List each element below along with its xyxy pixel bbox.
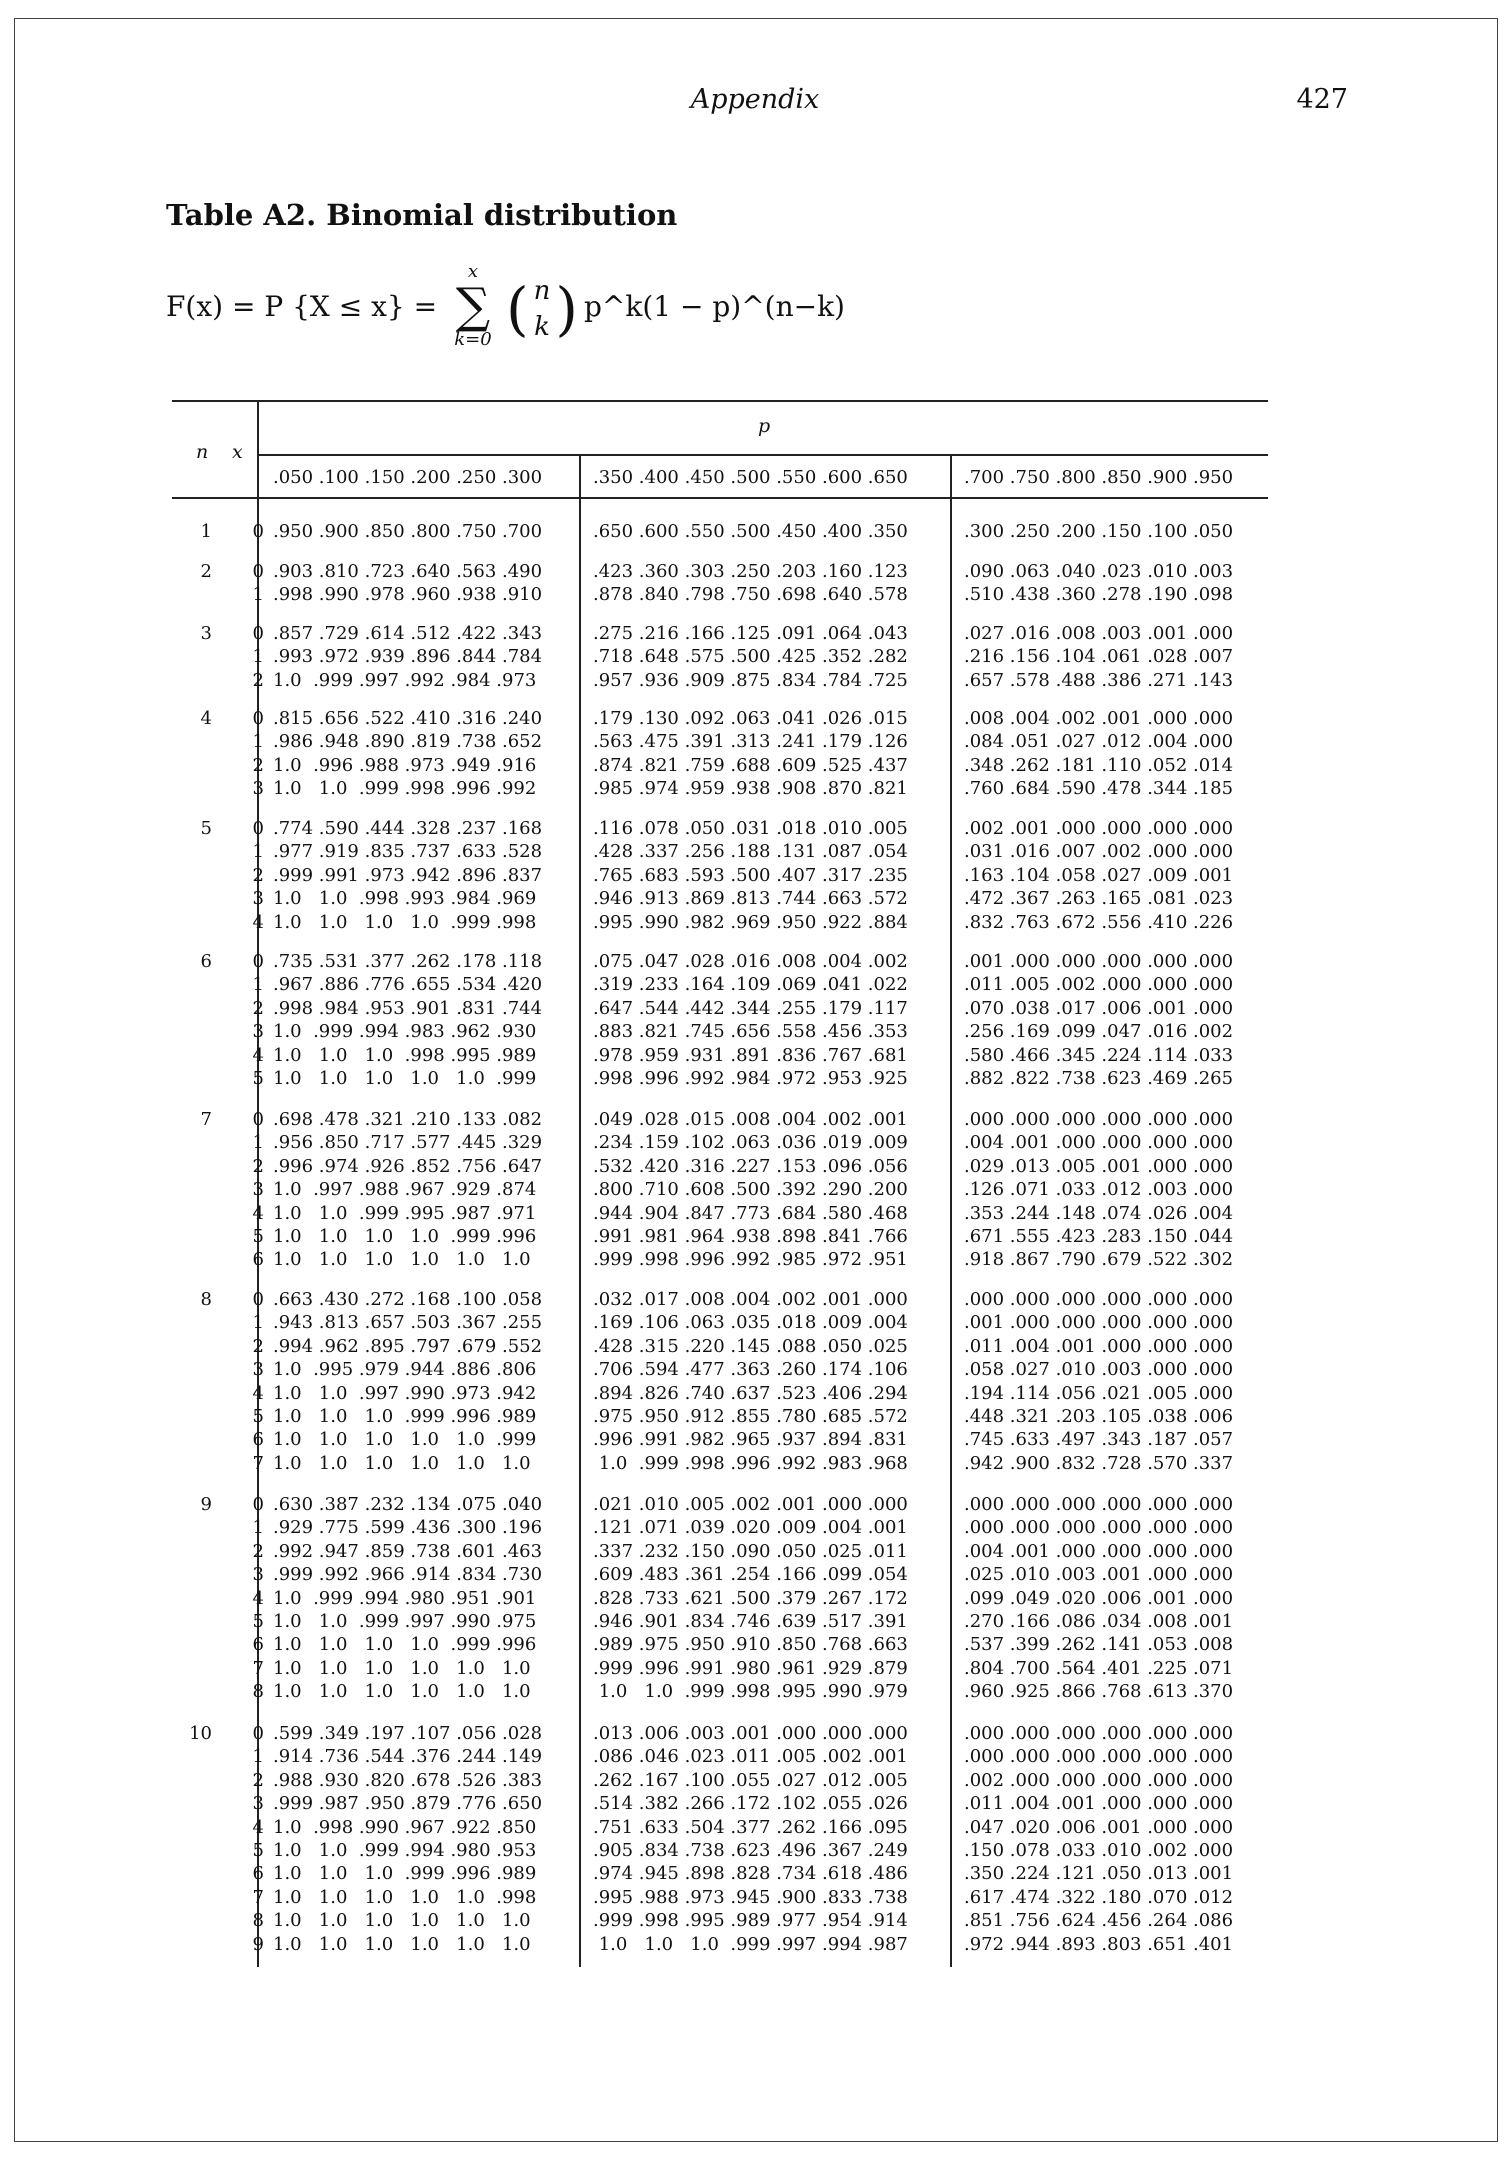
table-row: .995 .988 .973 .945 .900 .833 .738 — [593, 1886, 908, 1908]
p-header-group-1: .050 .100 .150 .200 .250 .300 — [273, 467, 543, 488]
table-row: .942 .900 .832 .728 .570 .337 — [964, 1452, 1234, 1474]
table-row: 1.0 1.0 1.0 .998 .995 .989 — [273, 1044, 537, 1066]
table-row: 1.0 .999 .998 .996 .992 .983 .968 — [593, 1452, 908, 1474]
x-values — [234, 1722, 264, 1956]
x-values — [234, 560, 264, 607]
table-row: 1.0 1.0 .997 .990 .973 .942 — [273, 1382, 537, 1404]
x-value: 1 — [252, 584, 264, 606]
table-row: .002 .001 .000 .000 .000 .000 — [964, 818, 1234, 839]
x-value: 0 — [252, 951, 264, 972]
table-row: .991 .981 .964 .938 .898 .841 .766 — [593, 1225, 908, 1247]
x-value: 3 — [252, 1564, 264, 1586]
x-value: 0 — [252, 561, 264, 582]
table-row: .270 .166 .086 .034 .008 .001 — [964, 1610, 1234, 1632]
table-row: .735 .531 .377 .262 .178 .118 — [273, 951, 543, 972]
table-row: 1.0 1.0 .999 .998 .996 .992 — [273, 778, 537, 800]
cells-group-3 — [964, 560, 1233, 607]
table-title: Table A2. Binomial distribution — [166, 198, 678, 232]
table-row: .663 .430 .272 .168 .100 .058 — [273, 1289, 543, 1310]
cells-group-2 — [593, 1722, 908, 1956]
table-row: 1.0 .998 .990 .967 .922 .850 — [273, 1816, 537, 1838]
table-row: .084 .051 .027 .012 .004 .000 — [964, 731, 1234, 753]
formula-lhs: F(x) = P {X ≤ x} = — [166, 290, 438, 323]
x-value: 2 — [252, 997, 264, 1019]
x-value: 0 — [252, 623, 264, 644]
table-row: .988 .930 .820 .678 .526 .383 — [273, 1769, 543, 1791]
table-row: .706 .594 .477 .363 .260 .174 .106 — [593, 1359, 908, 1381]
x-values — [234, 1288, 264, 1475]
x-value: 2 — [252, 669, 264, 691]
table-row: .995 .990 .982 .969 .950 .922 .884 — [593, 911, 908, 933]
table-row: .008 .004 .002 .001 .000 .000 — [964, 708, 1234, 729]
x-value: 4 — [252, 1202, 264, 1224]
table-row: 1.0 1.0 1.0 1.0 1.0 .998 — [273, 1886, 537, 1908]
x-value: 4 — [252, 1044, 264, 1066]
table-row: .275 .216 .166 .125 .091 .064 .043 — [593, 623, 908, 644]
cells-group-1 — [273, 1108, 542, 1272]
table-row: .978 .959 .931 .891 .836 .767 .681 — [593, 1044, 908, 1066]
table-row: .032 .017 .008 .004 .002 .001 .000 — [593, 1289, 908, 1310]
n-value: 7 — [200, 1109, 212, 1130]
cells-group-1 — [273, 817, 542, 934]
table-row: .760 .684 .590 .478 .344 .185 — [964, 778, 1234, 800]
table-row: .563 .475 .391 .313 .241 .179 .126 — [593, 731, 908, 753]
cells-group-2 — [593, 1288, 908, 1475]
table-row: .031 .016 .007 .002 .000 .000 — [964, 841, 1234, 863]
x-values — [234, 622, 264, 692]
table-row: .011 .005 .002 .000 .000 .000 — [964, 974, 1234, 996]
table-row: .903 .810 .723 .640 .563 .490 — [273, 561, 543, 582]
column-divider-2 — [950, 455, 952, 1967]
table-row: 1.0 1.0 .999 .994 .980 .953 — [273, 1839, 537, 1861]
table-row: .423 .360 .303 .250 .203 .160 .123 — [593, 561, 908, 582]
x-value: 0 — [252, 818, 264, 839]
x-value: 2 — [252, 754, 264, 776]
table-row: 1.0 1.0 .999 .998 .995 .990 .979 — [593, 1681, 908, 1703]
table-row: .774 .590 .444 .328 .237 .168 — [273, 818, 543, 839]
table-row: 1.0 1.0 1.0 1.0 1.0 1.0 — [273, 1910, 531, 1932]
x-value: 0 — [252, 521, 264, 542]
table-row: .537 .399 .262 .141 .053 .008 — [964, 1634, 1234, 1656]
x-values — [234, 1493, 264, 1704]
table-row: .985 .974 .959 .938 .908 .870 .821 — [593, 778, 908, 800]
cells-group-3 — [964, 950, 1233, 1090]
table-row: .986 .948 .890 .819 .738 .652 — [273, 731, 543, 753]
table-row: .989 .975 .950 .910 .850 .768 .663 — [593, 1634, 908, 1656]
x-value: 9 — [252, 1933, 264, 1955]
table-row: .999 .991 .973 .942 .896 .837 — [273, 864, 543, 886]
p-header-group-3: .700 .750 .800 .850 .900 .950 — [964, 467, 1234, 488]
table-row: 1.0 1.0 1.0 .999 .996 .989 — [273, 1863, 537, 1885]
table-row: .070 .038 .017 .006 .001 .000 — [964, 997, 1234, 1019]
table-row: .001 .000 .000 .000 .000 .000 — [964, 951, 1234, 972]
sum-upper-limit: x — [467, 261, 479, 282]
x-value: 5 — [252, 1839, 264, 1861]
cells-group-1 — [273, 622, 542, 692]
table-row: .999 .996 .991 .980 .961 .929 .879 — [593, 1657, 908, 1679]
table-row: .745 .633 .497 .343 .187 .057 — [964, 1429, 1234, 1451]
x-values — [234, 1108, 264, 1272]
table-row: 1.0 .999 .994 .980 .951 .901 — [273, 1587, 537, 1609]
x-value: 0 — [252, 1723, 264, 1744]
table-row: 1.0 1.0 1.0 1.0 .999 .996 — [273, 1634, 537, 1656]
binomial-formula — [166, 262, 866, 362]
table-row: .929 .775 .599 .436 .300 .196 — [273, 1517, 543, 1539]
x-value: 0 — [252, 708, 264, 729]
x-value: 4 — [252, 1382, 264, 1404]
n-value: 10 — [189, 1723, 212, 1744]
table-row: .999 .998 .995 .989 .977 .954 .914 — [593, 1910, 908, 1932]
table-row: .828 .733 .621 .500 .379 .267 .172 — [593, 1587, 908, 1609]
table-row: .000 .000 .000 .000 .000 .000 — [964, 1746, 1234, 1768]
table-row: .977 .919 .835 .737 .633 .528 — [273, 841, 543, 863]
x-label: x — [232, 441, 243, 463]
table-row: .993 .972 .939 .896 .844 .784 — [273, 646, 543, 668]
table-row: .857 .729 .614 .512 .422 .343 — [273, 623, 543, 644]
x-value: 1 — [252, 731, 264, 753]
x-value: 6 — [252, 1863, 264, 1885]
table-row: .000 .000 .000 .000 .000 .000 — [964, 1494, 1234, 1515]
cells-group-2 — [593, 1108, 908, 1272]
table-row: .894 .826 .740 .637 .523 .406 .294 — [593, 1382, 908, 1404]
table-row: .650 .600 .550 .500 .450 .400 .350 — [593, 521, 908, 542]
table-row: .815 .656 .522 .410 .316 .240 — [273, 708, 543, 729]
table-row: 1.0 1.0 1.0 1.0 1.0 1.0 — [273, 1657, 531, 1679]
table-row: .765 .683 .593 .500 .407 .317 .235 — [593, 864, 908, 886]
x-value: 3 — [252, 1179, 264, 1201]
table-row: .967 .886 .776 .655 .534 .420 — [273, 974, 543, 996]
table-row: .011 .004 .001 .000 .000 .000 — [964, 1335, 1234, 1357]
p-header-group-2: .350 .400 .450 .500 .550 .600 .650 — [593, 467, 908, 488]
cells-group-2 — [593, 520, 908, 543]
binom-bottom: k — [534, 312, 550, 342]
x-value: 6 — [252, 1634, 264, 1656]
x-value: 7 — [252, 1452, 264, 1474]
table-row: .882 .822 .738 .623 .469 .265 — [964, 1067, 1234, 1089]
table-row: .998 .996 .992 .984 .972 .953 .925 — [593, 1067, 908, 1089]
table-row: .609 .483 .361 .254 .166 .099 .054 — [593, 1564, 908, 1586]
cells-group-1 — [273, 707, 542, 801]
n-value: 1 — [200, 521, 212, 542]
table-row: .348 .262 .181 .110 .052 .014 — [964, 754, 1234, 776]
x-value: 1 — [252, 646, 264, 668]
table-row: .998 .984 .953 .901 .831 .744 — [273, 997, 543, 1019]
table-row: .179 .130 .092 .063 .041 .026 .015 — [593, 708, 908, 729]
table-row: .099 .049 .020 .006 .001 .000 — [964, 1587, 1234, 1609]
n-value: 5 — [200, 818, 212, 839]
header-bottom-rule — [172, 497, 1268, 499]
table-row: .300 .250 .200 .150 .100 .050 — [964, 521, 1234, 542]
table-row: .905 .834 .738 .623 .496 .367 .249 — [593, 1839, 908, 1861]
table-row: .514 .382 .266 .172 .102 .055 .026 — [593, 1793, 908, 1815]
binomial-coefficient — [506, 276, 578, 342]
table-row: .262 .167 .100 .055 .027 .012 .005 — [593, 1769, 908, 1791]
x-value: 4 — [252, 911, 264, 933]
x-value: 3 — [252, 888, 264, 910]
table-row: 1.0 1.0 1.0 .999 .996 .989 — [273, 1405, 537, 1427]
table-row: .319 .233 .164 .109 .069 .041 .022 — [593, 974, 908, 996]
left-paren: ( — [506, 275, 529, 343]
table-row: .058 .027 .010 .003 .000 .000 — [964, 1359, 1234, 1381]
binom-top: n — [533, 276, 551, 306]
table-row: 1.0 1.0 1.0 1.0 1.0 1.0 — [273, 1249, 531, 1271]
cells-group-1 — [273, 560, 542, 607]
table-row: .580 .466 .345 .224 .114 .033 — [964, 1044, 1234, 1066]
column-divider-1 — [579, 455, 581, 1967]
cells-group-3 — [964, 1722, 1233, 1956]
cells-group-1 — [273, 1493, 542, 1704]
sum-lower-limit: k=0 — [454, 329, 492, 350]
table-row: .974 .945 .898 .828 .734 .618 .486 — [593, 1863, 908, 1885]
table-row: .121 .071 .039 .020 .009 .004 .001 — [593, 1517, 908, 1539]
table-row: .116 .078 .050 .031 .018 .010 .005 — [593, 818, 908, 839]
n-value: 6 — [200, 951, 212, 972]
table-row: .698 .478 .321 .210 .133 .082 — [273, 1109, 543, 1130]
table-row: .049 .028 .015 .008 .004 .002 .001 — [593, 1109, 908, 1130]
table-row: .163 .104 .058 .027 .009 .001 — [964, 864, 1234, 886]
cells-group-2 — [593, 1493, 908, 1704]
table-row: .216 .156 .104 .061 .028 .007 — [964, 646, 1234, 668]
x-value: 3 — [252, 778, 264, 800]
table-row: 1.0 1.0 1.0 1.0 1.0 1.0 — [273, 1681, 531, 1703]
table-row: .992 .947 .859 .738 .601 .463 — [273, 1540, 543, 1562]
x-value: 1 — [252, 1746, 264, 1768]
x-values — [234, 520, 264, 543]
x-value: 1 — [252, 1517, 264, 1539]
table-row: .914 .736 .544 .376 .244 .149 — [273, 1746, 543, 1768]
table-row: .832 .763 .672 .556 .410 .226 — [964, 911, 1234, 933]
table-row: .428 .315 .220 .145 .088 .050 .025 — [593, 1335, 908, 1357]
x-value: 6 — [252, 1249, 264, 1271]
x-value: 3 — [252, 1359, 264, 1381]
table-row: .075 .047 .028 .016 .008 .004 .002 — [593, 951, 908, 972]
x-value: 4 — [252, 1587, 264, 1609]
table-row: .001 .000 .000 .000 .000 .000 — [964, 1312, 1234, 1334]
x-value: 7 — [252, 1657, 264, 1679]
page-number: 427 — [1296, 84, 1348, 115]
table-row: .011 .004 .001 .000 .000 .000 — [964, 1793, 1234, 1815]
table-row: .878 .840 .798 .750 .698 .640 .578 — [593, 584, 908, 606]
table-row: .428 .337 .256 .188 .131 .087 .054 — [593, 841, 908, 863]
x-value: 7 — [252, 1886, 264, 1908]
table-row: .671 .555 .423 .283 .150 .044 — [964, 1225, 1234, 1247]
x-value: 2 — [252, 1769, 264, 1791]
table-row: .169 .106 .063 .035 .018 .009 .004 — [593, 1312, 908, 1334]
cells-group-1 — [273, 1722, 542, 1956]
n-value: 3 — [200, 623, 212, 644]
table-row: .999 .998 .996 .992 .985 .972 .951 — [593, 1249, 908, 1271]
table-row: .943 .813 .657 .503 .367 .255 — [273, 1312, 543, 1334]
x-value: 1 — [252, 974, 264, 996]
table-row: .150 .078 .033 .010 .002 .000 — [964, 1839, 1234, 1861]
table-row: .000 .000 .000 .000 .000 .000 — [964, 1109, 1234, 1130]
table-row: .021 .010 .005 .002 .001 .000 .000 — [593, 1494, 908, 1515]
table-row: 1.0 .999 .997 .992 .984 .973 — [273, 669, 537, 691]
table-row: .086 .046 .023 .011 .005 .002 .001 — [593, 1746, 908, 1768]
table-row: 1.0 .996 .988 .973 .949 .916 — [273, 754, 537, 776]
table-row: .944 .904 .847 .773 .684 .580 .468 — [593, 1202, 908, 1224]
cells-group-2 — [593, 950, 908, 1090]
cells-group-3 — [964, 1108, 1233, 1272]
summation — [448, 262, 498, 350]
table-row: 1.0 1.0 .998 .993 .984 .969 — [273, 888, 537, 910]
table-row: .256 .169 .099 .047 .016 .002 — [964, 1021, 1234, 1043]
table-row: 1.0 .995 .979 .944 .886 .806 — [273, 1359, 537, 1381]
n-value: 4 — [200, 708, 212, 729]
x-value: 5 — [252, 1405, 264, 1427]
cells-group-1 — [273, 950, 542, 1090]
x-value: 2 — [252, 864, 264, 886]
formula-rhs: p^k(1 − p)^(n−k) — [584, 290, 845, 323]
table-row: .532 .420 .316 .227 .153 .096 .056 — [593, 1155, 908, 1177]
x-value: 0 — [252, 1109, 264, 1130]
table-row: .126 .071 .033 .012 .003 .000 — [964, 1179, 1234, 1201]
table-row: .000 .000 .000 .000 .000 .000 — [964, 1289, 1234, 1310]
x-value: 5 — [252, 1067, 264, 1089]
table-row: .994 .962 .895 .797 .679 .552 — [273, 1335, 543, 1357]
table-row: .647 .544 .442 .344 .255 .179 .117 — [593, 997, 908, 1019]
cells-group-3 — [964, 622, 1233, 692]
table-row: 1.0 1.0 1.0 .999 .997 .994 .987 — [593, 1933, 908, 1955]
table-row: .599 .349 .197 .107 .056 .028 — [273, 1723, 543, 1744]
table-row: .004 .001 .000 .000 .000 .000 — [964, 1132, 1234, 1154]
table-row: .617 .474 .322 .180 .070 .012 — [964, 1886, 1234, 1908]
table-row: .350 .224 .121 .050 .013 .001 — [964, 1863, 1234, 1885]
n-value: 8 — [200, 1289, 212, 1310]
x-value: 5 — [252, 1610, 264, 1632]
x-values — [234, 950, 264, 1090]
cells-group-3 — [964, 707, 1233, 801]
p-label: p — [758, 415, 771, 437]
x-value: 5 — [252, 1225, 264, 1247]
x-value: 6 — [252, 1429, 264, 1451]
table-row: .448 .321 .203 .105 .038 .006 — [964, 1405, 1234, 1427]
table-row: .002 .000 .000 .000 .000 .000 — [964, 1769, 1234, 1791]
cells-group-2 — [593, 560, 908, 607]
table-row: .337 .232 .150 .090 .050 .025 .011 — [593, 1540, 908, 1562]
n-label: n — [196, 441, 209, 463]
x-value: 3 — [252, 1021, 264, 1043]
cells-group-3 — [964, 817, 1233, 934]
table-row: .353 .244 .148 .074 .026 .004 — [964, 1202, 1234, 1224]
table-row: 1.0 1.0 1.0 1.0 1.0 1.0 — [273, 1452, 531, 1474]
running-header: Appendix — [690, 84, 820, 115]
x-value: 0 — [252, 1289, 264, 1310]
table-row: 1.0 1.0 1.0 1.0 .999 .996 — [273, 1225, 537, 1247]
table-row: 1.0 .999 .994 .983 .962 .930 — [273, 1021, 537, 1043]
table-row: .000 .000 .000 .000 .000 .000 — [964, 1517, 1234, 1539]
table-row: 1.0 1.0 1.0 1.0 .999 .998 — [273, 911, 537, 933]
table-row: .718 .648 .575 .500 .425 .352 .282 — [593, 646, 908, 668]
x-values — [234, 707, 264, 801]
cells-group-1 — [273, 520, 542, 543]
table-row: .874 .821 .759 .688 .609 .525 .437 — [593, 754, 908, 776]
table-row: .999 .987 .950 .879 .776 .650 — [273, 1793, 543, 1815]
table-row: .004 .001 .000 .000 .000 .000 — [964, 1540, 1234, 1562]
table-row: .000 .000 .000 .000 .000 .000 — [964, 1723, 1234, 1744]
table-row: .956 .850 .717 .577 .445 .329 — [273, 1132, 543, 1154]
cells-group-3 — [964, 1288, 1233, 1475]
x-value: 2 — [252, 1540, 264, 1562]
table-row: .883 .821 .745 .656 .558 .456 .353 — [593, 1021, 908, 1043]
table-row: .013 .006 .003 .001 .000 .000 .000 — [593, 1723, 908, 1744]
table-row: .194 .114 .056 .021 .005 .000 — [964, 1382, 1234, 1404]
cells-group-2 — [593, 817, 908, 934]
table-row: 1.0 1.0 1.0 1.0 1.0 1.0 — [273, 1933, 531, 1955]
table-row: .998 .990 .978 .960 .938 .910 — [273, 584, 543, 606]
table-row: .630 .387 .232 .134 .075 .040 — [273, 1494, 543, 1515]
x-value: 1 — [252, 1132, 264, 1154]
table-row: .999 .992 .966 .914 .834 .730 — [273, 1564, 543, 1586]
table-top-rule — [172, 400, 1268, 402]
table-row: 1.0 1.0 .999 .995 .987 .971 — [273, 1202, 537, 1224]
x-value: 1 — [252, 841, 264, 863]
x-values — [234, 817, 264, 934]
table-row: .960 .925 .866 .768 .613 .370 — [964, 1681, 1234, 1703]
table-row: .996 .991 .982 .965 .937 .894 .831 — [593, 1429, 908, 1451]
table-row: 1.0 1.0 1.0 1.0 1.0 .999 — [273, 1429, 537, 1451]
table-row: 1.0 1.0 .999 .997 .990 .975 — [273, 1610, 537, 1632]
cells-group-1 — [273, 1288, 542, 1475]
sigma-symbol: ∑ — [455, 278, 491, 334]
x-value: 8 — [252, 1910, 264, 1932]
table-row: .029 .013 .005 .001 .000 .000 — [964, 1155, 1234, 1177]
table-row: .800 .710 .608 .500 .392 .290 .200 — [593, 1179, 908, 1201]
table-row: .851 .756 .624 .456 .264 .086 — [964, 1910, 1234, 1932]
cells-group-2 — [593, 707, 908, 801]
x-value: 8 — [252, 1681, 264, 1703]
n-value: 9 — [200, 1494, 212, 1515]
table-row: 1.0 .997 .988 .967 .929 .874 — [273, 1179, 537, 1201]
table-row: .234 .159 .102 .063 .036 .019 .009 — [593, 1132, 908, 1154]
cells-group-3 — [964, 520, 1233, 543]
table-row: .975 .950 .912 .855 .780 .685 .572 — [593, 1405, 908, 1427]
cells-group-3 — [964, 1493, 1233, 1704]
table-row: .510 .438 .360 .278 .190 .098 — [964, 584, 1234, 606]
cells-group-2 — [593, 622, 908, 692]
x-value: 1 — [252, 1312, 264, 1334]
table-row: .950 .900 .850 .800 .750 .700 — [273, 521, 543, 542]
n-value: 2 — [200, 561, 212, 582]
p-header-rule — [258, 454, 1268, 456]
x-value: 2 — [252, 1335, 264, 1357]
x-value: 4 — [252, 1816, 264, 1838]
table-row: .946 .901 .834 .746 .639 .517 .391 — [593, 1610, 908, 1632]
table-row: .751 .633 .504 .377 .262 .166 .095 — [593, 1816, 908, 1838]
x-value: 3 — [252, 1793, 264, 1815]
table-row: .804 .700 .564 .401 .225 .071 — [964, 1657, 1234, 1679]
table-row: .090 .063 .040 .023 .010 .003 — [964, 561, 1234, 582]
table-row: .657 .578 .488 .386 .271 .143 — [964, 669, 1234, 691]
x-value: 2 — [252, 1155, 264, 1177]
table-row: .957 .936 .909 .875 .834 .784 .725 — [593, 669, 908, 691]
x-value: 0 — [252, 1494, 264, 1515]
table-row: .972 .944 .893 .803 .651 .401 — [964, 1933, 1234, 1955]
table-row: .047 .020 .006 .001 .000 .000 — [964, 1816, 1234, 1838]
right-paren: ) — [555, 275, 578, 343]
table-row: .946 .913 .869 .813 .744 .663 .572 — [593, 888, 908, 910]
table-row: .996 .974 .926 .852 .756 .647 — [273, 1155, 543, 1177]
table-row: 1.0 1.0 1.0 1.0 1.0 .999 — [273, 1067, 537, 1089]
table-row: .472 .367 .263 .165 .081 .023 — [964, 888, 1234, 910]
table-row: .918 .867 .790 .679 .522 .302 — [964, 1249, 1234, 1271]
table-row: .027 .016 .008 .003 .001 .000 — [964, 623, 1234, 644]
table-row: .025 .010 .003 .001 .000 .000 — [964, 1564, 1234, 1586]
